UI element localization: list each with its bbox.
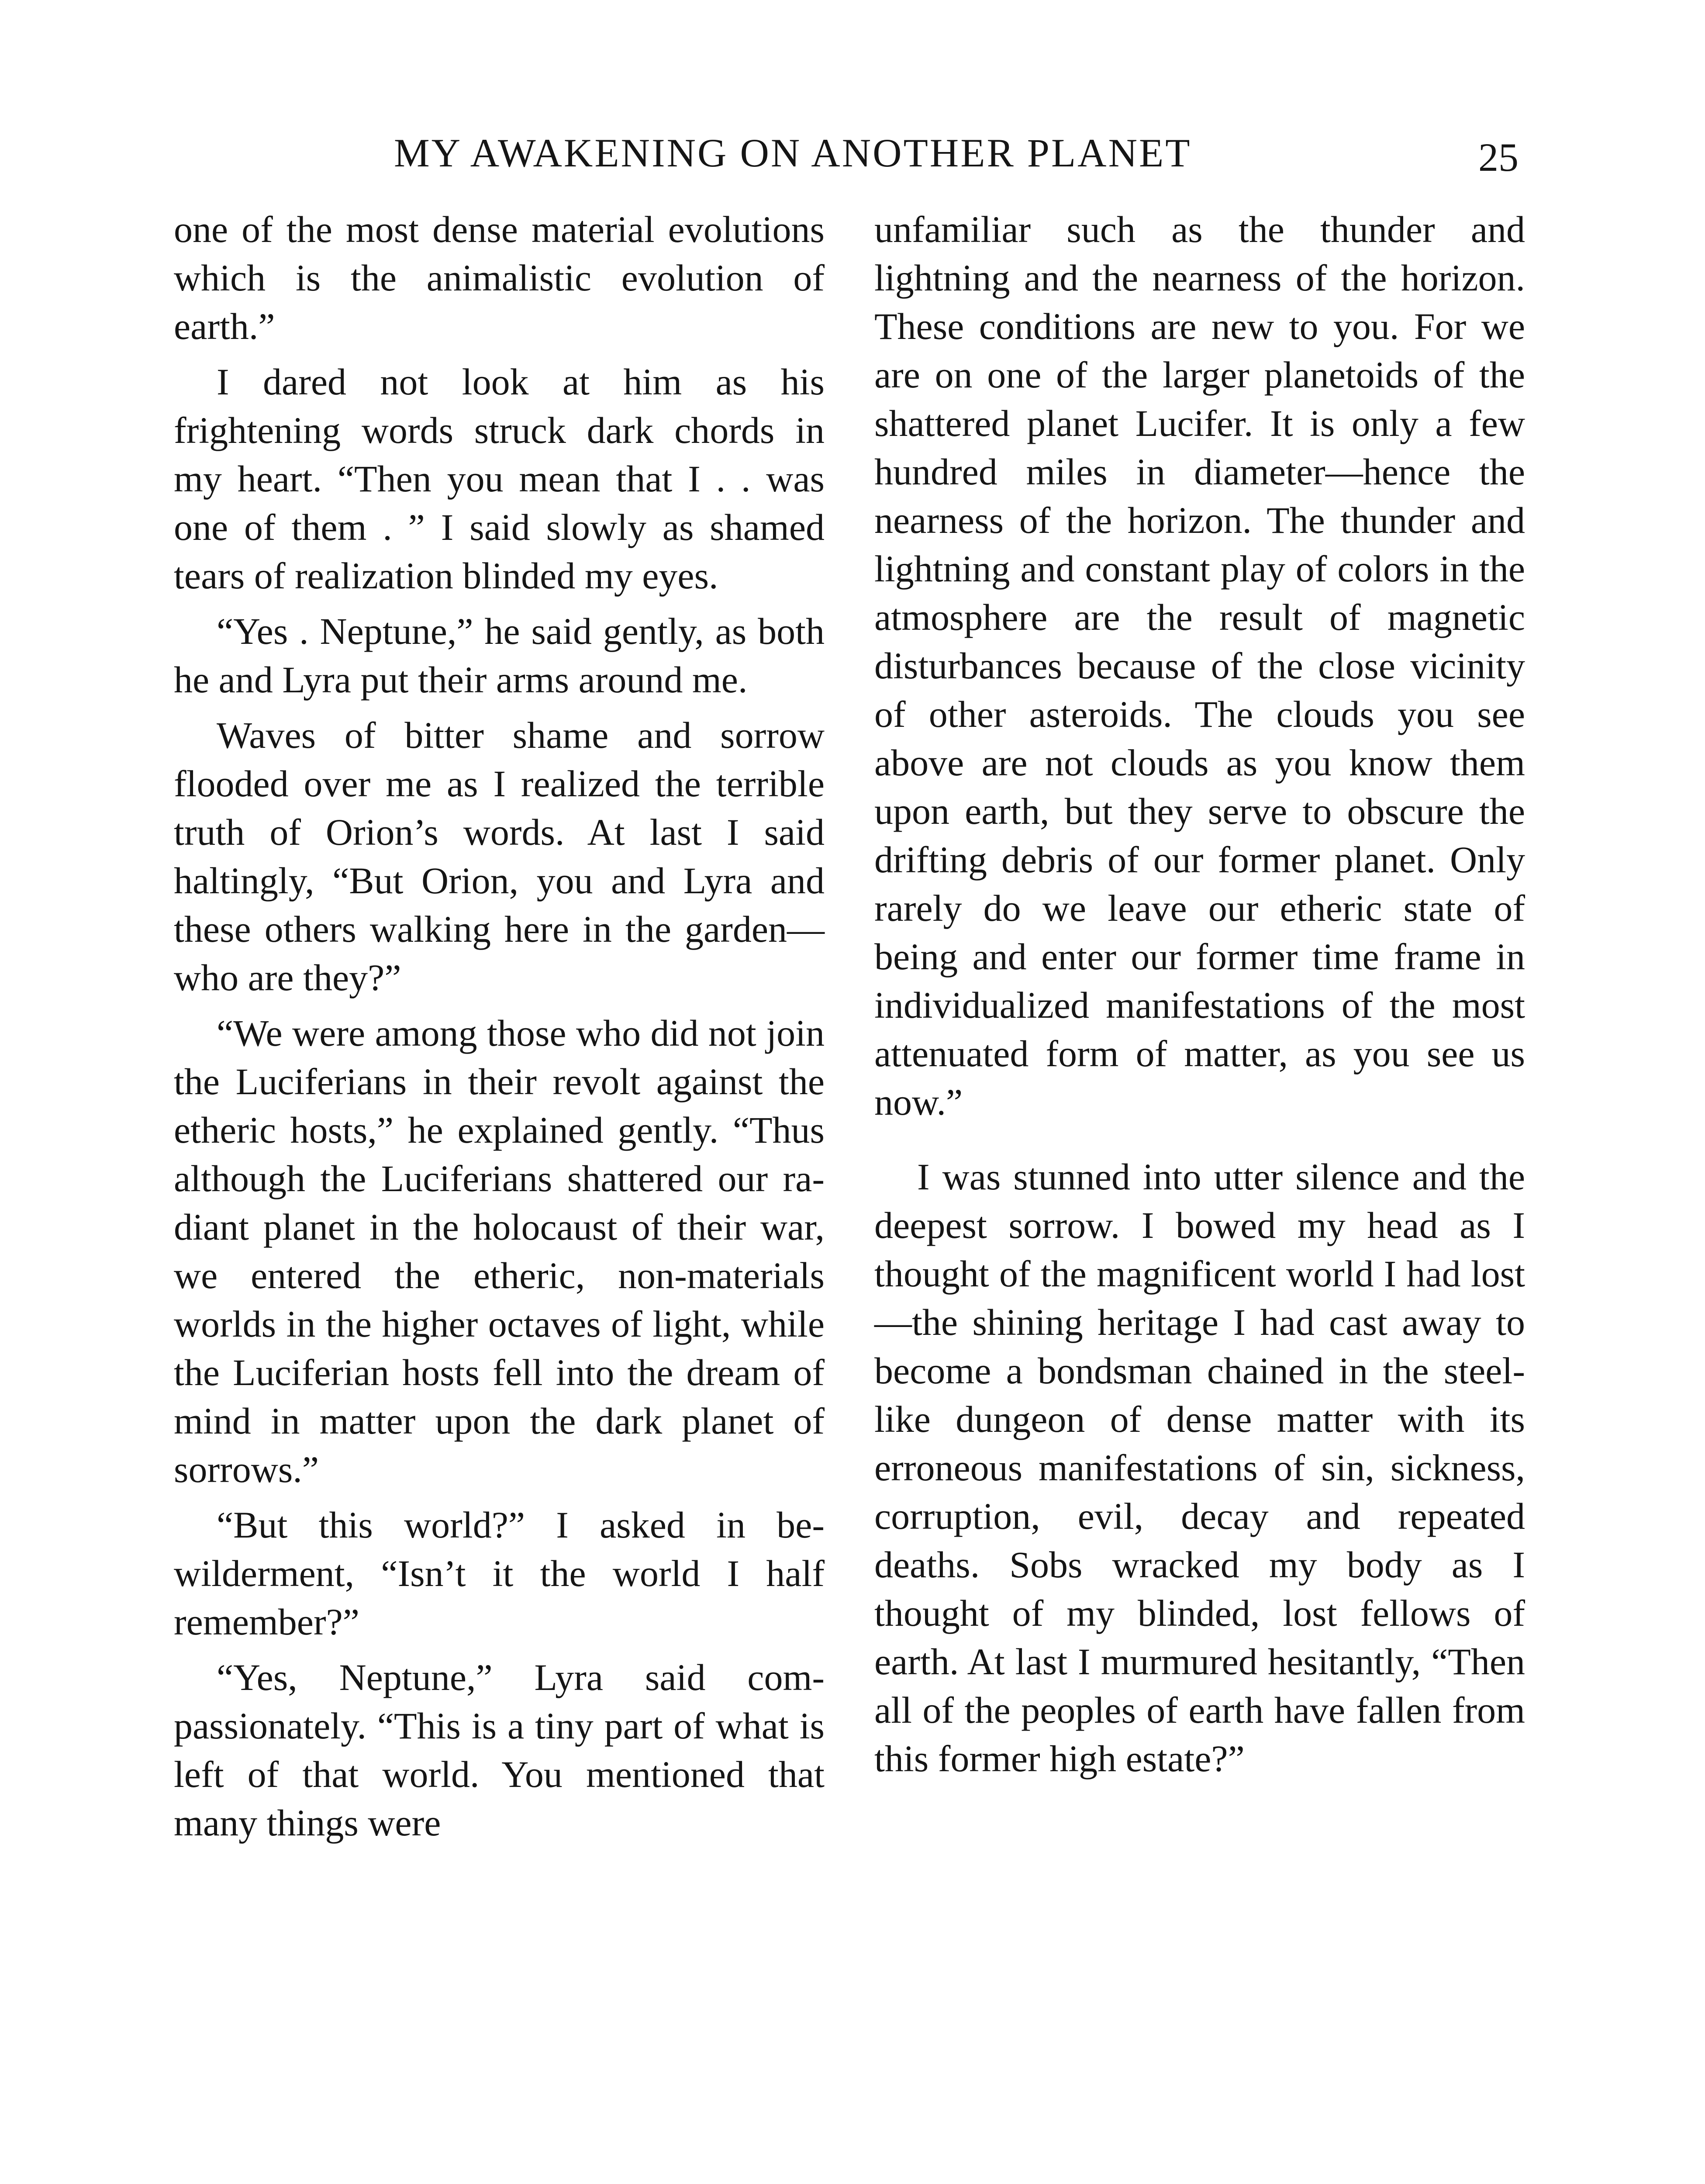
paragraph: “Yes, Neptune,” Lyra said compassionately. “This is a tiny part of what is left of that world. You mentioned that many things were [174, 1656, 825, 1844]
paragraph: one of the most dense material evolutions which is the animalistic evolution of earth.” [174, 208, 825, 347]
paragraph: unfamiliar such as the thunder and lightning and the nearness of the horizon. These conditions are new to you. For we are on one of the larger planetoids of the shattered planet Lucifer. It is only a few hundred miles in diameter—hence the nearness of the horizon. The thunder and lightning and constant play of colors in the atmosphere are the result of magnetic disturbances because of the close vicinity of other asteroids. The clouds you see above are not clouds as you know them upon earth, but they serve to obscure the drifting debris of our former planet. Only rarely do we leave our etheric state of being and enter our former time frame in individualized manifestations of the most attenuated form of matter, as you see us now.” [874, 208, 1525, 1123]
right-column [874, 205, 1525, 1790]
paragraph: I was stunned into utter silence and the deepest sorrow. I bowed my head as I thought of the magnificent world I had lost—the shining heritage I had cast away to become a bondsman chained in the steel-like dungeon of dense matter with its erroneous manifestations of sin, sickness, corruption, evil, decay and repeated deaths. Sobs wracked my body as I thought of my blinded, lost fellows of earth. At last I murmured hesitantly, “Then all of the peoples of earth have fallen from this former high estate?” [874, 1156, 1525, 1780]
running-title: MY AWAKENING ON ANOTHER PLANET [394, 131, 1192, 175]
paragraph: “We were among those who did not join the Luciferians in their revolt against the etheric hosts,” he explained gently. “Thus although the Luciferians shattered our radiant planet in the holocaust of their war, we entered the etheric, non-materials worlds in the higher octaves of light, while the Luciferian hosts fell into the dream of mind in matter upon the dark planet of sorrows.” [174, 1012, 825, 1490]
paragraph: I dared not look at him as his frightening words struck dark chords in my heart. “Then you mean that I . . was one of them . ” I said slowly as shamed tears of realization blinded my eyes. [174, 361, 825, 597]
left-column [174, 205, 825, 1854]
paragraph: Waves of bitter shame and sorrow flooded over me as I realized the terrible truth of Orion’s words. At last I said haltingly, “But Orion, you and Lyra and these others walking here in the garden—who are they?” [174, 714, 825, 999]
page-number: 25 [1478, 135, 1519, 180]
paragraph: “Yes . Neptune,” he said gently, as both he and Lyra put their arms around me. [174, 610, 825, 701]
running-head [0, 131, 1705, 188]
paragraph: “But this world?” I asked in bewilderment, “Isn’t it the world I half remember?” [174, 1504, 825, 1643]
